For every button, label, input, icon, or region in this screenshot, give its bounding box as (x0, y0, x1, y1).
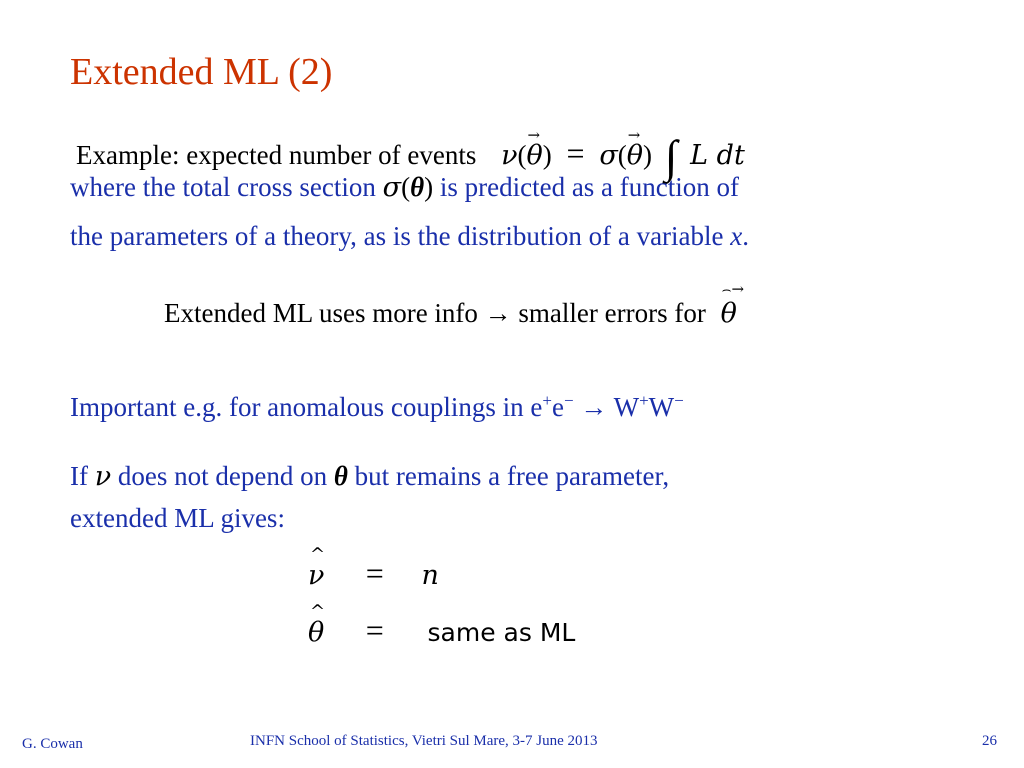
nu-hat: ^ ν (308, 544, 326, 591)
equals-sign: = (566, 135, 585, 171)
footer-page-number: 26 (982, 733, 997, 749)
paren-open: ( (517, 140, 527, 170)
equation-nu-hat (308, 544, 439, 592)
sigma-symbol: σ (382, 172, 402, 203)
nu-symbol: ν (94, 461, 112, 492)
sigma-symbol: σ (599, 140, 618, 171)
w-boson: W (648, 392, 675, 422)
integral-sign: ∫ (664, 131, 678, 182)
example-line (76, 122, 745, 182)
sup-minus-2: − (674, 391, 684, 410)
example-label: Example: expected number of events (76, 140, 477, 170)
important-text: Important e.g. for anomalous couplings in e (70, 392, 543, 422)
hat-icon: ^ (310, 601, 326, 622)
if-text-end: but remains a free parameter, (347, 461, 670, 491)
footer-event: INFN School of Statistics, Vietri Sul Mare, 3-7 June 2013 (250, 733, 598, 749)
theta-bold: θ (333, 461, 348, 491)
electron: e (552, 392, 564, 422)
line3-period: . (742, 221, 750, 251)
if-text: If (70, 461, 95, 491)
parameters-line (70, 221, 749, 252)
extended-ml-statement (164, 280, 745, 329)
footer-author: G. Cowan (22, 736, 83, 752)
line3-text: the parameters of a theory, as is the distribution of a variable (70, 221, 731, 251)
equals-sign: = (365, 612, 384, 648)
hat-vector-icon: ⌢→ (721, 280, 745, 298)
theta-hat-vector: ⌢→ θ (720, 280, 745, 329)
theta-vector: → θ (526, 126, 543, 171)
variable-x: x (730, 221, 743, 251)
if-text-mid: does not depend on (111, 461, 334, 491)
paren-close-2: ) (643, 140, 653, 170)
theta-bold: θ (410, 172, 425, 202)
vector-arrow-icon: → (627, 126, 641, 144)
arrow-w: → W (573, 392, 640, 422)
sup-minus: − (563, 391, 574, 410)
statement-text: Extended ML uses more info → smaller errors for (164, 298, 713, 328)
extended-ml-gives: extended ML gives: (70, 503, 285, 533)
paren-close: ) (542, 140, 552, 170)
equals-sign: = (365, 555, 384, 591)
sup-plus: + (542, 391, 552, 410)
paren-close: ) (424, 172, 434, 202)
rhs-n: n (421, 560, 439, 591)
slide-title: Extended ML (2) (70, 51, 333, 93)
integrand: L dt (690, 140, 745, 171)
theta-vector-2: → θ (626, 126, 644, 171)
rhs-same-as-ml: same as ML (427, 618, 576, 647)
theta-hat: ^ θ (308, 601, 326, 648)
equation-theta-hat (308, 601, 576, 649)
if-line (70, 461, 669, 492)
sup-plus-2: + (639, 391, 649, 410)
paren-open-2: ( (617, 140, 627, 170)
paren-open: ( (401, 172, 411, 202)
cross-section-line (70, 172, 739, 203)
nu-symbol: ν (501, 140, 518, 171)
vector-arrow-icon: → (527, 126, 541, 144)
line2-text-end: is predicted as a function of (433, 172, 740, 202)
line2-text: where the total cross section (70, 172, 383, 202)
important-line (70, 392, 684, 423)
hat-icon: ^ (310, 544, 326, 565)
